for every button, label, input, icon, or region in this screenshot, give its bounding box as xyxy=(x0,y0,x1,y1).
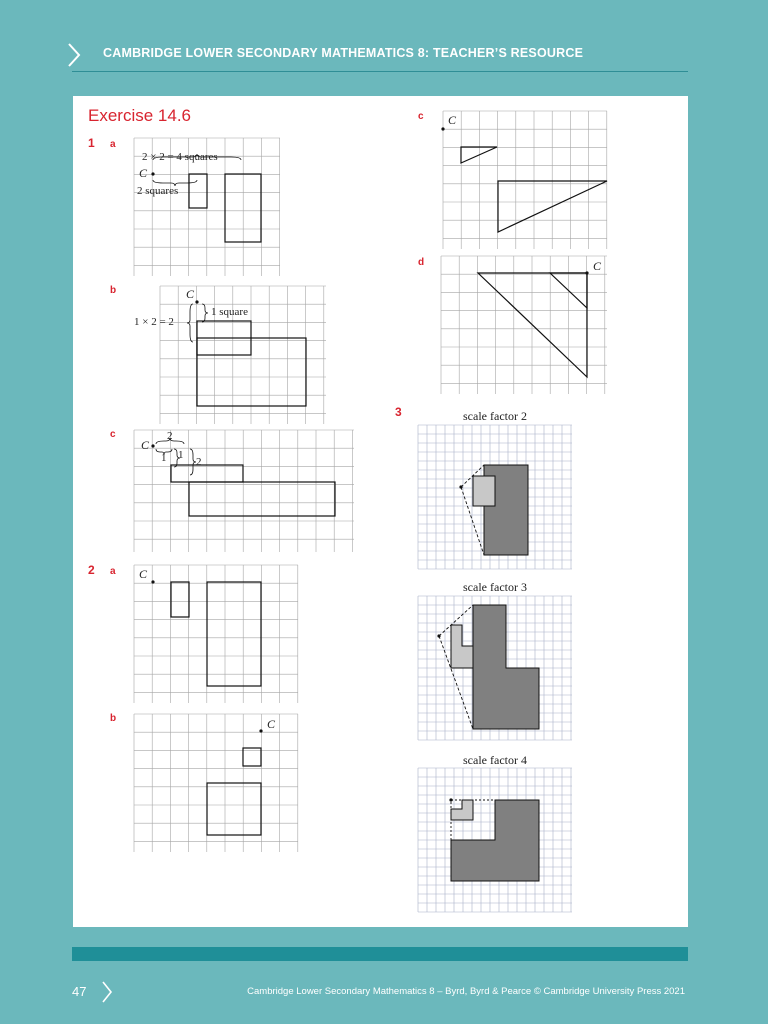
center-c-label: C xyxy=(139,567,148,581)
header-title: CAMBRIDGE LOWER SECONDARY MATHEMATICS 8: TEACHER’S RESOURCE xyxy=(103,46,584,60)
center-c-label: C xyxy=(593,259,602,273)
grid-figure-q2a xyxy=(134,565,298,703)
square-grid xyxy=(134,565,298,703)
center-c-label: C xyxy=(139,166,148,180)
question-1a-label: a xyxy=(110,139,116,150)
footer-bar xyxy=(72,947,688,961)
square-grid xyxy=(134,430,354,552)
page-number: 47 xyxy=(72,984,87,999)
scale-factor-title: scale factor 4 xyxy=(463,753,527,767)
square-grid xyxy=(441,256,607,394)
question-1d-label: d xyxy=(418,257,425,268)
scale-factor-title: scale factor 3 xyxy=(463,580,527,594)
grid-figure-q1c xyxy=(134,430,354,552)
question-2a-label: a xyxy=(110,566,116,577)
chevron-right-icon xyxy=(100,980,114,1004)
scale-factor-title: scale factor 2 xyxy=(463,409,527,423)
footer-copyright: Cambridge Lower Secondary Mathematics 8 – Byrd, Byrd & Pearce © Cambridge University Press 2021 xyxy=(247,986,685,997)
q1c-one-label: 1 xyxy=(178,449,184,461)
grid-figure-scale-factor-3 xyxy=(418,596,572,740)
q1c-two-label: 2 xyxy=(196,456,202,468)
grid-figure-q2b xyxy=(134,714,298,852)
question-3-number: 3 xyxy=(395,405,402,419)
q1c-one-label: 1 xyxy=(161,452,167,464)
q1a-top-label: 2 × 2 = 4 squares xyxy=(142,151,218,163)
center-c-label: C xyxy=(141,438,150,452)
grid-figure-scale-factor-4 xyxy=(418,768,572,912)
q1a-left-label: 2 squares xyxy=(137,185,179,197)
grid-figure-q1d xyxy=(441,256,607,394)
question-1c2-label: c xyxy=(418,111,424,122)
chevron-right-icon xyxy=(66,42,82,68)
question-1c-label: c xyxy=(110,429,116,440)
question-1-number: 1 xyxy=(88,136,95,150)
center-c-label: C xyxy=(186,287,195,301)
center-c-label: C xyxy=(448,113,457,127)
exercise-title: Exercise 14.6 xyxy=(88,106,191,125)
q1c-top-label: 2 xyxy=(167,430,173,442)
q1b-right-label: 1 square xyxy=(211,306,248,318)
question-2b-label: b xyxy=(110,713,117,724)
grid-figure-q1b xyxy=(134,286,326,424)
question-2-number: 2 xyxy=(88,563,95,577)
q1b-left-label: 1 × 2 = 2 xyxy=(134,316,174,328)
grid-figure-q1a xyxy=(134,138,280,276)
header-divider xyxy=(72,71,688,72)
grid-figure-q1c-triangles xyxy=(443,111,607,249)
question-1b-label: b xyxy=(110,285,117,296)
square-grid xyxy=(443,111,607,249)
grid-figure-scale-factor-2 xyxy=(418,425,572,569)
center-c-label: C xyxy=(267,717,276,731)
